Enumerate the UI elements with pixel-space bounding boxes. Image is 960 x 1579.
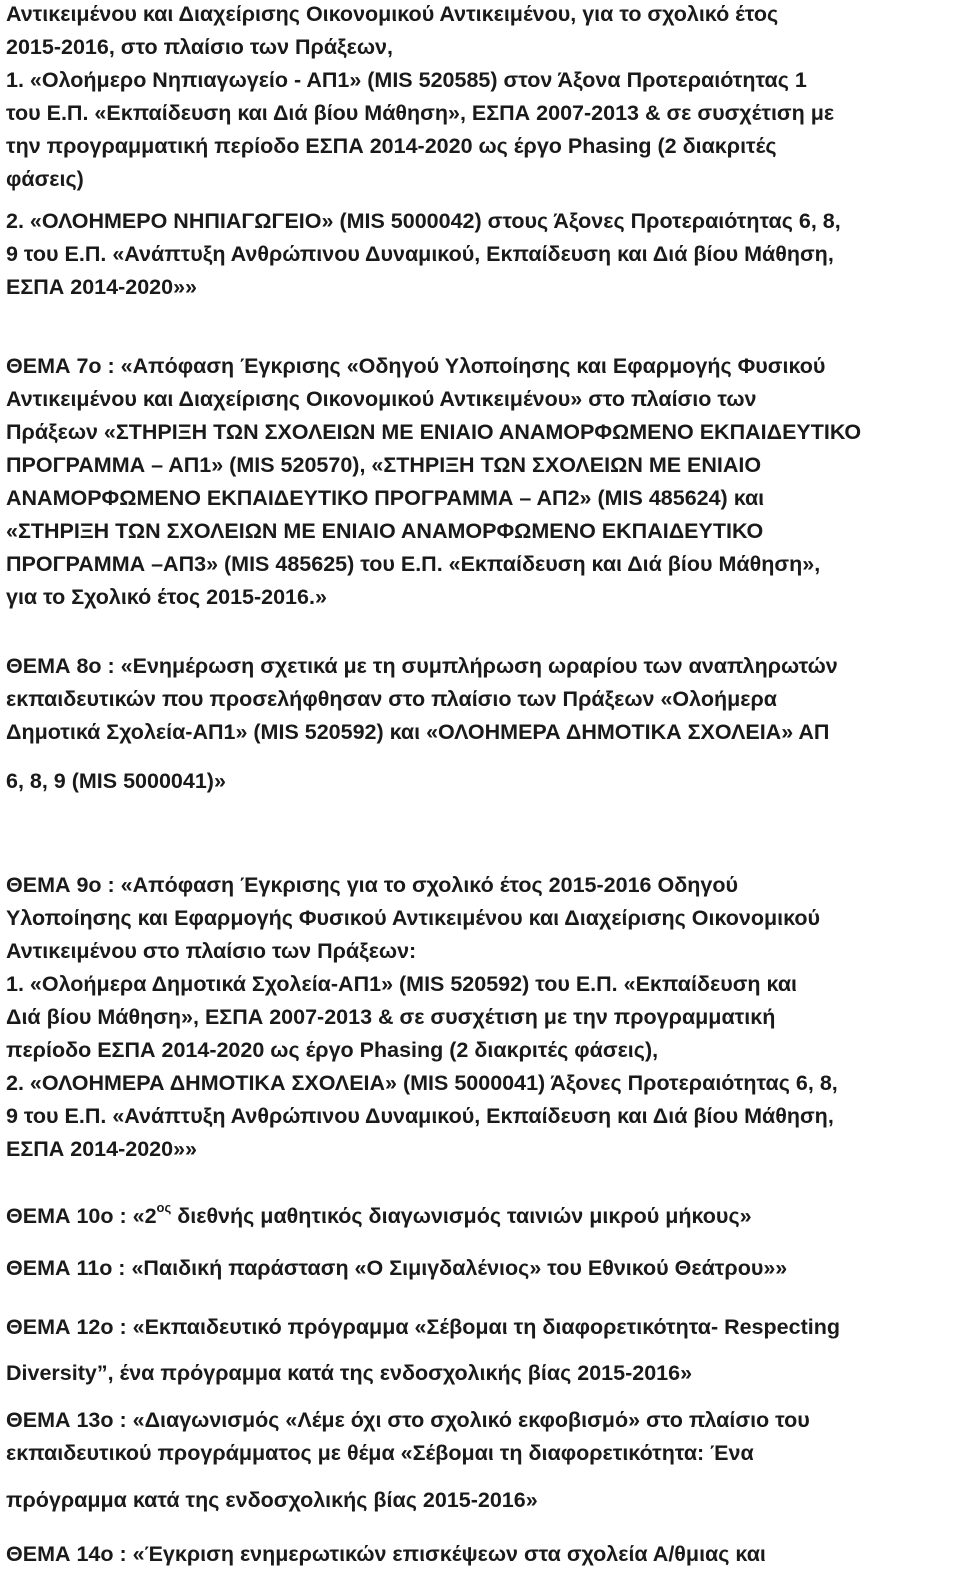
text-line: ΘΕΜΑ 12ο : «Εκπαιδευτικό πρόγραμμα «Σέβομαι τη διαφορετικότητα- Respecting (6, 1315, 840, 1339)
paragraph-item-2 (6, 205, 954, 304)
text-line: την προγραμματική περίοδο ΕΣΠΑ 2014-2020 ως έργο Phasing (2 διακριτές (6, 134, 777, 158)
thema-10 (6, 1200, 954, 1233)
text-line: 1. «Ολοήμερο Νηπιαγωγείο - ΑΠ1» (MIS 520585) στον Άξονα Προτεραιότητας 1 (6, 68, 807, 92)
text-line: του Ε.Π. «Εκπαίδευση και Διά βίου Μάθηση», ΕΣΠΑ 2007-2013 & σε συσχέτιση με (6, 101, 835, 125)
text-line: 1. «Ολοήμερα Δημοτικά Σχολεία-ΑΠ1» (MIS 520592) του Ε.Π. «Εκπαίδευση και (6, 972, 798, 996)
text-line: ΑΝΑΜΟΡΦΩΜΕΝΟ ΕΚΠΑΙΔΕΥΤΙΚΟ ΠΡΟΓΡΑΜΜΑ – ΑΠ2» (MIS 485624) και (6, 486, 765, 510)
text-line: Diversity”, ένα πρόγραμμα κατά της ενδοσχολικής βίας 2015-2016» (6, 1361, 693, 1385)
text-line: ΘΕΜΑ 9ο : «Απόφαση Έγκρισης για το σχολικό έτος 2015-2016 Οδηγού (6, 873, 738, 897)
text-line: Υλοποίησης και Εφαρμογής Φυσικού Αντικειμένου και Διαχείρισης Οικονομικού (6, 906, 821, 930)
text-line: Πράξεων «ΣΤΗΡΙΞΗ ΤΩΝ ΣΧΟΛΕΙΩΝ ΜΕ ΕΝΙΑΙΟ ΑΝΑΜΟΡΦΩΜΕΝΟ ΕΚΠΑΙΔΕΥΤΙΚΟ (6, 420, 862, 444)
text-line: ΕΣΠΑ 2014-2020»» (6, 275, 198, 299)
text-line: 9 του Ε.Π. «Ανάπτυξη Ανθρώπινου Δυναμικού, Εκπαίδευση και Διά βίου Μάθηση, (6, 242, 834, 266)
thema-11 (6, 1252, 954, 1285)
text-line: ΘΕΜΑ 11ο : «Παιδική παράσταση «Ο Σιμιγδαλένιος» του Εθνικού Θεάτρου»» (6, 1256, 788, 1280)
paragraph-actions-intro (6, 0, 954, 196)
thema-13 (6, 1404, 954, 1517)
text-line: 2015-2016, στο πλαίσιο των Πράξεων, (6, 35, 393, 59)
text-line: πρόγραμμα κατά της ενδοσχολικής βίας 2015-2016» (6, 1488, 538, 1512)
text-line: ΘΕΜΑ 8ο : «Ενημέρωση σχετικά με τη συμπλήρωση ωραρίου των αναπληρωτών (6, 654, 838, 678)
text-line: ΘΕΜΑ 14ο : «Έγκριση ενημερωτικών επισκέψεων στα σχολεία Α/θμιας και (6, 1542, 766, 1566)
text-line: Αντικειμένου και Διαχείρισης Οικονομικού Αντικειμένου, για το σχολικό έτος (6, 2, 779, 26)
text-line: 2. «ΟΛΟΗΜΕΡΑ ΔΗΜΟΤΙΚΑ ΣΧΟΛΕΙΑ» (MIS 5000041) Άξονες Προτεραιότητας 6, 8, (6, 1071, 838, 1095)
ordinal-suffix: ος (156, 1199, 172, 1215)
text-line: Διά βίου Μάθηση», ΕΣΠΑ 2007-2013 & σε συσχέτιση με την προγραμματική (6, 1005, 776, 1029)
text-line: περίοδο ΕΣΠΑ 2014-2020 ως έργο Phasing (2 διακριτές φάσεις), (6, 1038, 659, 1062)
text-line: για το Σχολικό έτος 2015-2016.» (6, 585, 327, 609)
text-line: ΠΡΟΓΡΑΜΜΑ –ΑΠ3» (MIS 485625) του Ε.Π. «Εκπαίδευση και Διά βίου Μάθηση», (6, 552, 821, 576)
text-line: φάσεις) (6, 167, 84, 191)
thema-9 (6, 869, 954, 1166)
text-line: ΠΡΟΓΡΑΜΜΑ – ΑΠ1» (MIS 520570), «ΣΤΗΡΙΞΗ ΤΩΝ ΣΧΟΛΕΙΩΝ ΜΕ ΕΝΙΑΙΟ (6, 453, 762, 477)
thema-7 (6, 350, 954, 614)
thema-8 (6, 650, 954, 798)
text-line: ΘΕΜΑ 13ο : «Διαγωνισμός «Λέμε όχι στο σχολικό εκφοβισμό» στο πλαίσιο του (6, 1408, 810, 1432)
text-line: «ΣΤΗΡΙΞΗ ΤΩΝ ΣΧΟΛΕΙΩΝ ΜΕ ΕΝΙΑΙΟ ΑΝΑΜΟΡΦΩΜΕΝΟ ΕΚΠΑΙΔΕΥΤΙΚΟ (6, 519, 764, 543)
text-line: Αντικειμένου και Διαχείρισης Οικονομικού Αντικειμένου» στο πλαίσιο των (6, 387, 757, 411)
text-line: ΕΣΠΑ 2014-2020»» (6, 1137, 198, 1161)
text-line: ΘΕΜΑ 7ο : «Απόφαση Έγκρισης «Οδηγού Υλοποίησης και Εφαρμογής Φυσικού (6, 354, 826, 378)
text-line: 2. «ΟΛΟΗΜΕΡΟ ΝΗΠΙΑΓΩΓΕΙΟ» (MIS 5000042) στους Άξονες Προτεραιότητας 6, 8, (6, 209, 841, 233)
text-line (6, 1200, 954, 1233)
text-line: Αντικειμένου στο πλαίσιο των Πράξεων: (6, 939, 417, 963)
thema-10-prefix: ΘΕΜΑ 10ο : «2 (6, 1204, 157, 1228)
text-line: 6, 8, 9 (MIS 5000041)» (6, 769, 226, 793)
thema-14 (6, 1538, 954, 1571)
text-line: εκπαιδευτικού προγράμματος με θέμα «Σέβομαι τη διαφορετικότητα: Ένα (6, 1441, 754, 1465)
text-line: 9 του Ε.Π. «Ανάπτυξη Ανθρώπινου Δυναμικού, Εκπαίδευση και Διά βίου Μάθηση, (6, 1104, 834, 1128)
text-line: Δημοτικά Σχολεία-ΑΠ1» (MIS 520592) και «ΟΛΟΗΜΕΡΑ ΔΗΜΟΤΙΚΑ ΣΧΟΛΕΙΑ» ΑΠ (6, 720, 830, 744)
thema-10-rest: διεθνής μαθητικός διαγωνισμός ταινιών μικρού μήκους» (171, 1204, 752, 1228)
text-line: εκπαιδευτικών που προσελήφθησαν στο πλαίσιο των Πράξεων «Ολοήμερα (6, 687, 777, 711)
thema-12 (6, 1304, 954, 1396)
